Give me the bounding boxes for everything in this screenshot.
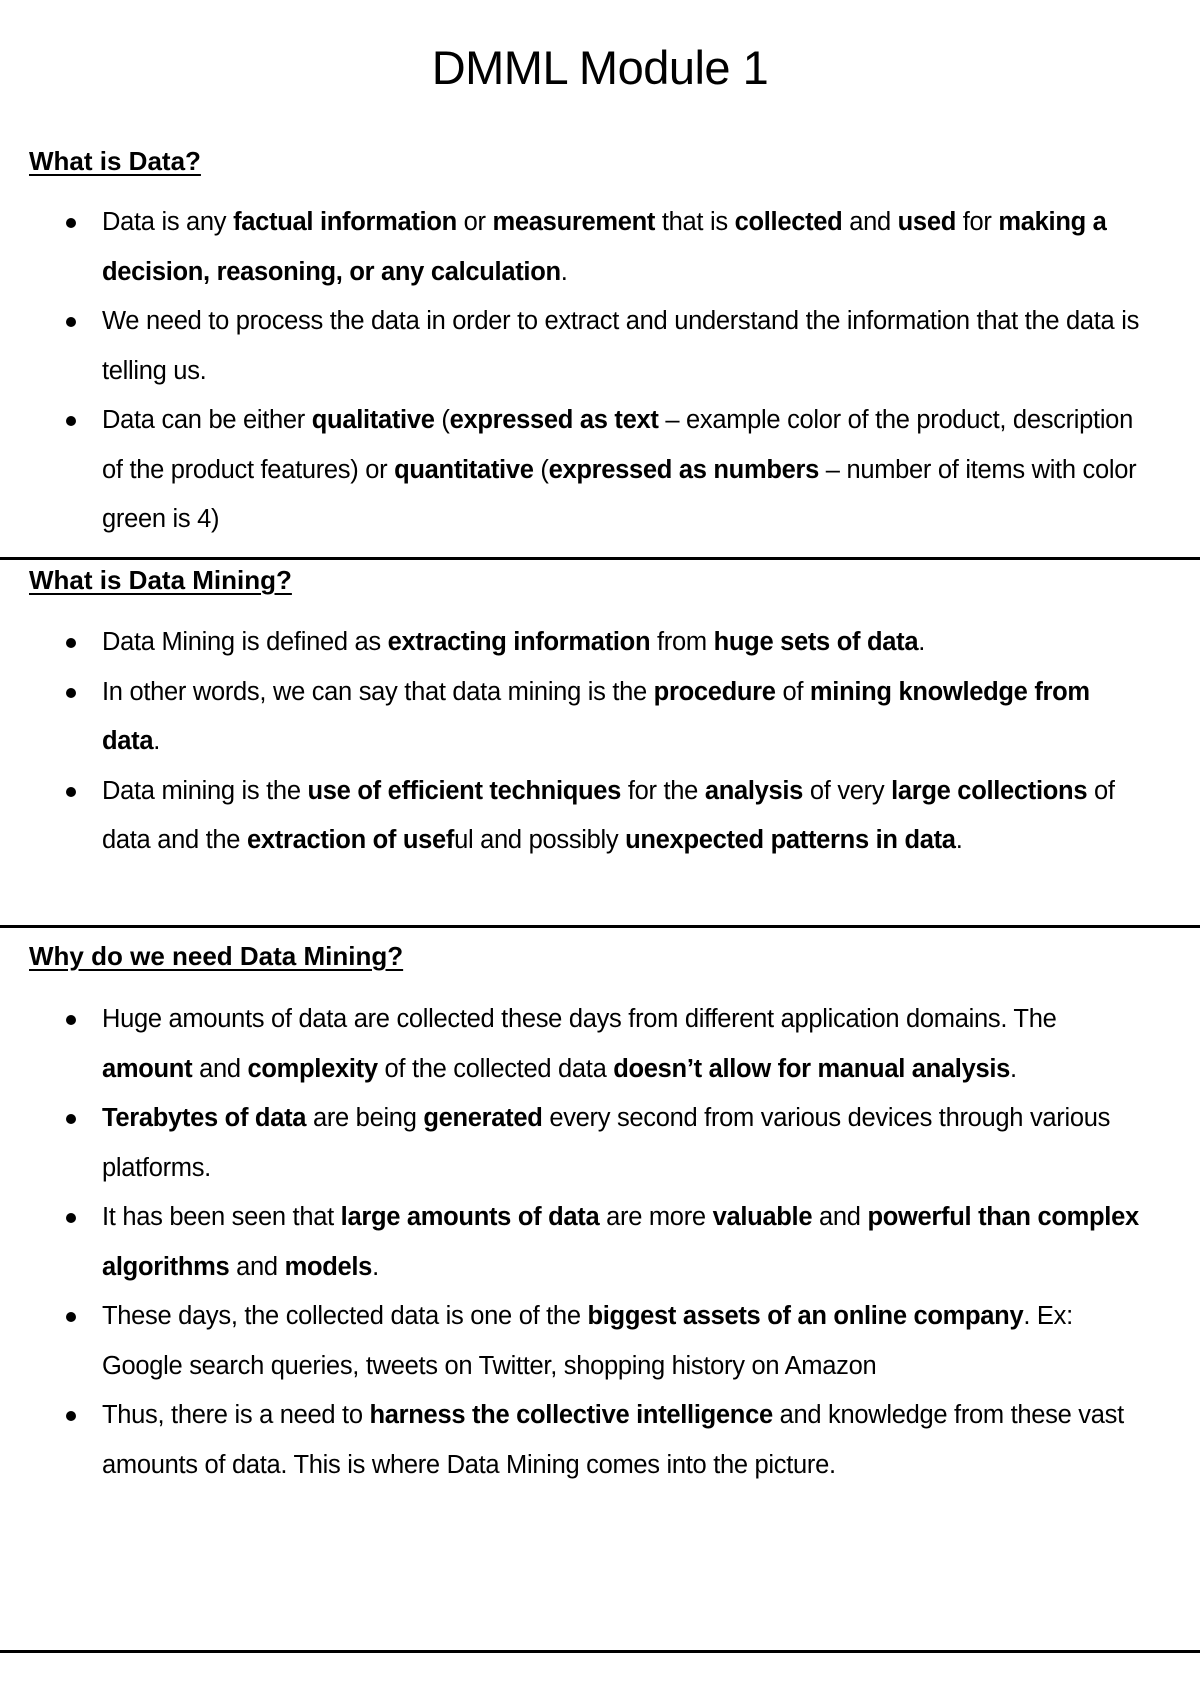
- text: and: [812, 1203, 868, 1231]
- section-divider: [0, 557, 1200, 560]
- text: and: [229, 1252, 285, 1281]
- bullet-item: [0, 1094, 1152, 1193]
- text: for the: [621, 776, 705, 805]
- text: .: [955, 826, 963, 854]
- text: and: [192, 1054, 248, 1083]
- section-list: [0, 995, 1152, 1490]
- text: .: [560, 257, 568, 286]
- text: Data mining is the: [102, 776, 308, 805]
- heading-what-is-data: What is Data?: [29, 146, 201, 176]
- text: and: [842, 208, 898, 236]
- bold-text: harness the collective intelligence: [369, 1401, 773, 1429]
- bold-text: large amounts of data: [340, 1203, 600, 1231]
- text: – example color of the product, description of the product features) or: [102, 406, 1133, 484]
- bold-text: amount: [102, 1054, 193, 1083]
- bullet-item: [0, 1391, 1152, 1490]
- text: of data and the: [102, 776, 1115, 854]
- bold-text: valuable: [712, 1203, 813, 1231]
- bullet-item: [0, 767, 1152, 866]
- bold-text: biggest assets of an online company: [587, 1302, 1024, 1330]
- bold-text: extracting information: [387, 628, 651, 656]
- text: are more: [599, 1203, 713, 1231]
- bold-text: powerful than complex algorithms: [102, 1203, 1139, 1281]
- bold-text: unexpected patterns in data: [625, 826, 956, 854]
- text: .: [918, 628, 926, 656]
- text: In other words, we can say that data mining is the: [102, 677, 654, 706]
- text: .: [153, 727, 161, 755]
- bold-text: use of efficient techniques: [307, 776, 622, 805]
- text: from: [650, 628, 714, 656]
- text: of the collected data: [377, 1054, 614, 1083]
- bold-text: Terabytes of data: [102, 1104, 307, 1132]
- bold-text: doesn’t allow for manual analysis: [613, 1054, 1011, 1083]
- section-list: [0, 618, 1152, 866]
- text: . Ex: Google search queries, tweets on Twitter, shopping history on Amazon: [102, 1302, 1073, 1380]
- text: of very: [803, 776, 892, 805]
- bullet-item: [0, 396, 1152, 545]
- bullet-item: [0, 1292, 1152, 1391]
- text: and knowledge from these vast amounts of data. This is where Data Mining comes into the picture.: [102, 1401, 1124, 1479]
- heading-what-is-data-mining: What is Data Mining?: [29, 565, 292, 595]
- text: or: [456, 208, 493, 236]
- bold-text: analysis: [704, 776, 804, 805]
- text: for: [955, 208, 999, 236]
- bullet-item: [0, 668, 1152, 767]
- text: are being: [306, 1104, 424, 1132]
- bold-text: procedure: [653, 677, 776, 706]
- text: Thus, there is a need to: [102, 1401, 370, 1429]
- bold-text: factual information: [233, 208, 457, 236]
- bold-text: measurement: [492, 208, 656, 236]
- text: of: [775, 677, 810, 706]
- text: We need to process the data in order to extract and understand the information that the data is telling us.: [102, 307, 1140, 385]
- bold-text: models: [284, 1252, 373, 1281]
- page-bottom-rule: [0, 1650, 1200, 1653]
- text: Data can be either: [102, 406, 312, 434]
- bullet-item: [0, 297, 1152, 396]
- text: It has been seen that: [102, 1203, 341, 1231]
- text: Data Mining is defined as: [102, 628, 388, 656]
- bold-text: making a decision, reasoning, or any calculation: [102, 208, 1107, 286]
- bullet-item: [0, 198, 1152, 297]
- bold-text: large collections: [891, 776, 1088, 805]
- bold-text: huge sets of data: [713, 628, 919, 656]
- bullet-item: [0, 1193, 1152, 1292]
- bold-text: quantitative: [394, 455, 534, 484]
- document-title: DMML Module 1: [431, 41, 769, 94]
- section-divider: [0, 925, 1200, 928]
- bold-text: used: [897, 208, 956, 236]
- text: (: [434, 406, 450, 434]
- text: every second from various devices through various platforms.: [102, 1104, 1111, 1182]
- bold-text: complexity: [247, 1054, 378, 1083]
- bold-text: collected: [734, 208, 843, 236]
- section-list: [0, 198, 1152, 545]
- text: (: [533, 455, 549, 484]
- text: that is: [655, 208, 735, 236]
- text: Data is any: [102, 208, 234, 236]
- bullet-item: [0, 995, 1152, 1094]
- bold-text: qualitative: [311, 406, 435, 434]
- bold-text: expressed as text: [449, 406, 659, 434]
- text: .: [372, 1252, 379, 1281]
- text: .: [1010, 1054, 1017, 1083]
- text: ul and possibly: [454, 826, 626, 854]
- bullet-item: [0, 618, 1152, 668]
- bold-text: extraction of usef: [246, 826, 455, 854]
- bold-text: mining knowledge from data: [102, 677, 1090, 755]
- heading-why-data-mining: Why do we need Data Mining?: [29, 941, 404, 971]
- bold-text: expressed as numbers: [548, 455, 820, 484]
- bold-text: generated: [423, 1104, 543, 1132]
- text: – number of items with color green is 4): [102, 455, 1137, 533]
- text: These days, the collected data is one of the: [102, 1302, 588, 1330]
- text: Huge amounts of data are collected these days from different application domains. The: [102, 1005, 1057, 1033]
